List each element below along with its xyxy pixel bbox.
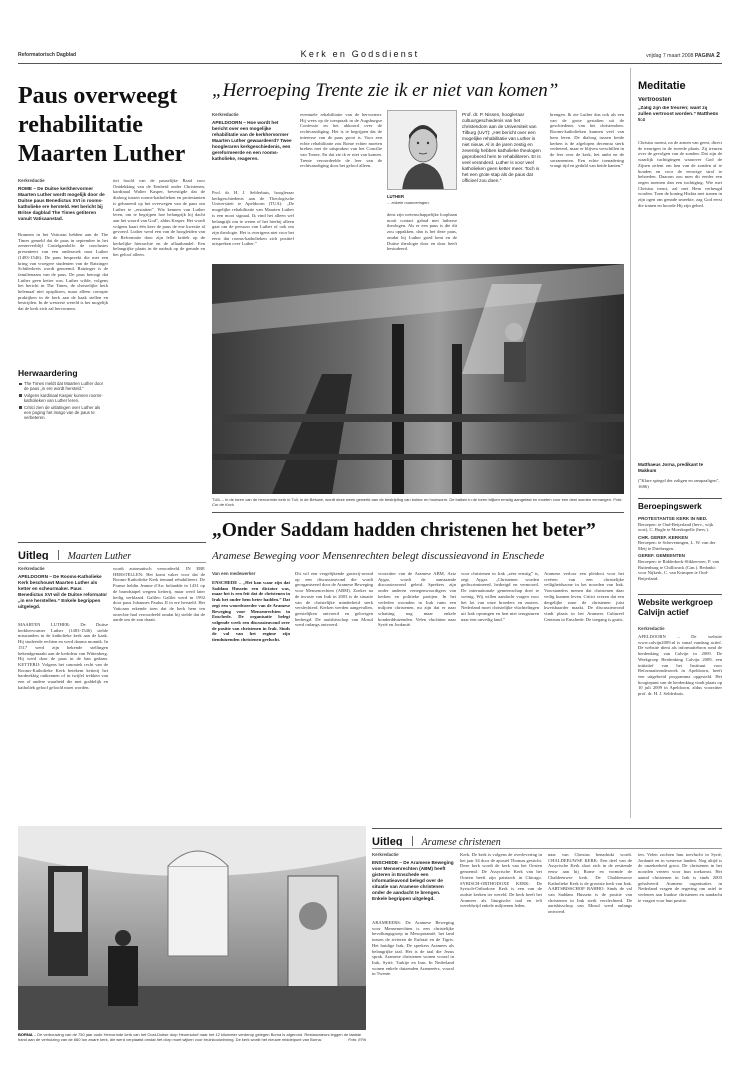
header-page-number: 2 xyxy=(716,52,720,59)
uitleg1-kicker: Kerkredactie xyxy=(18,566,45,571)
trente-body-col1: Prof. dr. H. J. Selderhuis, hoogleraar kerkgeschiedenis aan de Theologische Universiteit te Apeldoorn (TUA): „De mogelijke rehabilitatie van Maarten Luther is een mooi signaal. Ik vind het alleen wel belangrijk om te weten of het hierbij alleen gaat om de persoon van Luther of ook om zijn theologie. Het is overigens niet voor het eerst dat rooms-katholieken zich positief uitspreken over Luther.” xyxy=(212,190,294,247)
church-interior-scene xyxy=(18,826,366,1030)
beroep-text: Beroepen: te Oud-Beijerland (herv., wijk oost), C. Bogle te Moerkapelle (herv.). xyxy=(638,521,714,533)
trente-body-col4: Prof. dr. P. Nissen, hoogleraar cultuurgeschiedenis van het christendom aan de Universiteit van Tilburg (UvT): „Het bericht over een mogelijke rehabilitatie van Luther is niet nieuw. Al in de jaren zestig en zeventig hebben katholieke theologen geprobeerd hem te rehabiliteren. Er is veel veranderd. Luther is voor veel katholieken geen ketter meer. Toch is het een grote stap als de paus dat officieel zou doen.” xyxy=(462,112,541,183)
luther-box-item: The Times meldt dat Maarten Luther door de paus „in ere wordt hersteld.” xyxy=(18,381,108,392)
luther-headline: Paus overweegt rehabilitatie Maarten Luther xyxy=(18,83,186,167)
uitleg2-separator xyxy=(412,836,413,846)
meditatie-body: Christus noemt, na de armen van geest, direct de treurigen in de tweede plaats. Zij treuren over de gevolgen van de zonden. Dat zijn de waarlijk tuchtigingen waarover God de Zijnen oefent om hen van de zonden af te houden en voor de eeuwige straf te behoeden. Daarom zou men dit eerder een zegen noemen dan een tuchtiging. Wie met Christus treurt, zal met Hem verheugd worden. Toen de koning Hizkia met tranen in zijn ogen om genade smeekte, zag God eerst die tranen en hoorde Hij zijn gebed. xyxy=(638,140,722,208)
uitleg1-separator xyxy=(58,550,59,560)
church-caption-text: – De verbouwing van de 750 jaar oude Hervormde kerk van het Oost-Duitse dorp Heuersdorf naar het 12 kilometer verderop gelegen Borna is afgerond. Restaurateurs leggen de laatste hand aan de verhuizing van de 660 ton zware kerk, die werd verplaatst omdat het dorp moet wijken voor bruinkoolwinning. De kerk wordt het nieuwe middelpunt van Borna. xyxy=(18,1032,362,1042)
meditatie-author: Matthaeus Jorna, predikant te Makkum xyxy=(638,462,704,473)
uitleg2-topic: Aramese christenen xyxy=(421,837,501,846)
saddam-body-col5: Aramese verloor een pleidooi voor het creëren van een christelijke veiligheidszone in het noorden van Irak. Voorstanders menen dat christenen daar veilig kunnen leven. Critici vrezen dat een dergelijke zone de christenen juist kwetsbaarder maakt. De discussieavond vindt plaats in het Aramees Cultureel Centrum in Enschede. De toegang is gratis. xyxy=(544,571,624,622)
uitleg1-header-rule xyxy=(18,562,206,563)
church-interior-photo xyxy=(18,826,366,1030)
uitleg1-body-col1: MAARTEN LUTHER: De Duitse kerkhervormer Luther (1483-1546) stelde misstanden in de katholieke kerk aan de kaak. Hij studeerde rechten en werd daarna monnik. In 1517 werd zijn bekende stellingen bekendgemaakt aan de kerkdeur van Wittenberg. Hij werd door de paus in de ban gedaan. KETTERIJ: Volgens het canoniek recht van de Rooms-Katholieke Kerk betekent ketterij het hardnekkig ontkennen of in twijfel trekken van een of andere waarheid die met goddelijk en katholiek geloof geloofd moet worden. xyxy=(18,622,108,690)
saddam-top-rule xyxy=(212,512,624,513)
uitleg1-lead: APELDOORN – De Rooms-Katholieke Kerk beschouwt Maarten Luther als ketter en scheurmaker. Paus Benedictus XVI wil de Duitse reformator „in ere herstellen.” Enkele begrippen uitgelegd. xyxy=(18,574,108,609)
beroep-text: Beroepen: te Scheveningen, L. W. van der Meij te Driebergen. xyxy=(638,540,716,552)
beroep-item xyxy=(638,535,722,552)
website-top-rule xyxy=(638,594,722,595)
church-photo-caption xyxy=(18,1032,366,1056)
uitleg2-lead: ENSCHEDE – De Aramese Beweging voor Mensenrechten (ABM) heeft gisteren in Enschede een informatieavond belegd over de situatie van Aramese christenen onder de aandacht te brengen. Enkele begrippen uitgelegd. xyxy=(372,860,454,901)
church-caption-place: BORNA xyxy=(18,1032,33,1037)
luther-box-title: Herwaardering xyxy=(18,368,78,378)
beroep-list xyxy=(638,516,722,590)
website-body: APELDOORN – De website www.calvijn2009.nl is vanaf vandaag actief. De website dient als informatiebron rond de herdenking van Calvijn in 2009. De Werkgroep Herdenking Calvijn 2009, een initiatief van het Instituut voor Reformatieonderzoek in Apeldoorn, heeft een uitgebreid programma opgesteld. Het hoogtepunt van de herdenking vindt plaats op 10 juli 2009 in Apeldoorn, aldus voorzitter prof. dr. H. J. Selderhuis. xyxy=(638,634,722,697)
tower-photo-credit: Foto: Cor de Kock xyxy=(212,497,623,507)
luther-kicker: Kerkredactie xyxy=(18,178,45,183)
trente-lead: APELDOORN – Hoe wordt het bericht over een mogelijke rehabilitatie van de kerkhervormer Maarten Luther gewaardeerd? Twee hoogleraren kerkgeschiedenis, een gereformeerde en een rooms-katholieke, reageren. xyxy=(212,120,292,161)
uitleg1-brand: Uitleg xyxy=(18,550,49,560)
luther-lead: ROME – De Duitse kerkhervormer Maarten Luther wordt mogelijk door de Duitse paus Benedictus XVI in rooms-katholieke ere hersteld. Het bericht bij Britse dagblad The Times getiteren vanuit Vaticaanstad. xyxy=(18,186,105,221)
uitleg2-body-col1: ARAMEEERS: De Aramese Beweging voor Mensenrechten is een christelijke bevolkingsgroep in Mesopotamië, het land tussen de rivieren de Eufraat en de Tigris. Het huidige Irak. De sprekers Aramees als belangrijke taal. Het is de taal die Jezus sprak. Aramese christenen wonen vooral in Irak, Syrië, Turkije en Iran. In Nederland wonen enkele duizenden Arameeërs, vooral in Twente. xyxy=(372,920,454,977)
uitleg2-brand: Uitleg xyxy=(372,836,403,846)
uitleg1-header xyxy=(18,546,206,560)
trente-headline: „Herroeping Trente zie ik er niet van komen” xyxy=(212,80,559,101)
tower-caption xyxy=(212,497,624,509)
header-date xyxy=(560,52,720,61)
saddam-headline: „Onder Saddam hadden christenen het beter” xyxy=(212,520,596,541)
saddam-body-col1: ENSCHEDE – „Het kan waar zijn dat Saddam Hussein een dictator was, maar het is een feit dat de christenen in Irak het onder hem beter hadden.” Dat zegt een woordvoerder van de Aramese Beweging voor Mensenrechten in Enschede. De organisatie belegt volgende week een discussieavond over de positie van christenen in Irak. Sinds de val van het regime zijn tienduizenden christenen gevlucht. xyxy=(212,580,290,643)
beroep-item xyxy=(638,516,722,533)
portrait-caption: ... enkele nuanceringen. xyxy=(387,200,430,205)
saddam-body-col4: voor christenen in Irak „zeer ernstig” is, zegt Aygar. „Christenen worden gediscrimineerd, bedreigd en vermoord. De internationale gemeenschap doet te weinig. Wij willen aandacht vragen voor het lot van onze broeders en zusters. Nederland moet christelijke vluchtelingen uit Irak opvangen en hen niet terugsturen naar een onveilig land.” xyxy=(461,571,539,622)
meditatie-verse: „Zalig zijn die treuren; want zij zullen vertroost worden.” Mattheüs 5:4 xyxy=(638,106,719,123)
luther-box-item: Volgens kardinaal Kasper kunnen rooms-katholieken van Luther leren. xyxy=(18,393,108,404)
header-newspaper-name: Reformatorisch Dagblad xyxy=(18,52,77,58)
right-column-divider xyxy=(630,68,631,818)
beroep-church: CHR. GEREF. KERKEN xyxy=(638,534,688,540)
uitleg2-top-rule xyxy=(372,828,722,829)
uitleg2-body-col2: Kerk. De kerk is volgens de overlevering in het jaar 34 door de apostel Thomas gesticht. Deze kerk wordt de kerk van het Oosten genoemd. De Assyrische Kerk van het Oosten heeft zijn patriarch in Chicago. SYRISCH-ORTHODOXE KERK: De Syrisch-Orthodoxe Kerk is een van de oudste kerken ter wereld. De kerk heeft het Aramees als liturgische taal en telt wereldwijd enkele miljoenen leden. xyxy=(460,852,542,909)
luther-box-item: Critici zien de uitlatingen over Luther als een poging het imago van de paus te verbeteren. xyxy=(18,405,108,421)
trente-body-col5: brengen. Ik zie Luther dus ook als een van de grote gestalten uit de geschiedenis van het christendom. Rooms-katholieken kunnen veel van hem leren. De dialoog tussen beide kerken is de afgelopen decennia sterk verbeterd, maar er blijven verschillen in de leer over de kerk, het ambt en de sacramenten. Een echte toenadering vraagt tijd en geduld van beide kanten.” xyxy=(550,112,624,169)
luther-body-col2: tiet hoofd van de pauselijke Raad voor Ontdekking van de Eenheid onder Christenen, kardinaal Walter Kasper, bevestigde dat de dialoog tussen rooms-katholieken en protestanten is gebaseerd op het overwegen van de paus om Luther te „erstatten”. Wie kennen van Luther leren, om te begrijpen hoe belangrijk hij dacht aan het woord van God”, aldus Kasper. Het wordt volgens kaart één keer de paus de ene kwestie al gevoerd. Luther werd een van de hoogleiden van de Reformatie door zijn felle kritiek op de kerkelijke hierarchie en de aflaathandel. Een belangrijke plaats in de nadruk op de genade en het geloof alleen. xyxy=(113,178,205,258)
portrait-name-label: LUTHER xyxy=(387,194,404,199)
uitleg1-topic: Maarten Luther xyxy=(67,551,132,560)
tower-photo xyxy=(212,264,624,494)
saddam-byline: Van een medewerker xyxy=(212,571,256,576)
uitleg2-header-rule xyxy=(372,848,722,849)
meditatie-subheading: Vertroosten xyxy=(638,97,672,103)
beroep-church: PROTESTANTSE KERK IN NED. xyxy=(638,516,708,521)
tower-photo-scene xyxy=(212,264,624,494)
saddam-body-col3: voorzitter van de Aramese ABM, Aziz Aygar, wordt de aanstaande discussieavond geleid. Sprekers zijn onder anderen vertegenwoordigers van kerken en politieke partijen. In het verleden woonden in Irak ruim een miljoen christenen, nu zijn dat er naar schatting nog maar enkele honderdduizenden. Velen vluchtten naar Syrië en Jordanië. xyxy=(378,571,456,628)
header-rule xyxy=(18,63,722,64)
church-photo-credit: Foto: EPA xyxy=(348,1037,366,1042)
luther-box-list xyxy=(18,381,108,421)
beroep-heading: Beroepingswerk xyxy=(638,502,702,511)
uitleg2-body-col4: ten. Velen zochten hun toevlucht in Syrië, Jordanië en in westerse landen. Nog altijd is de onzekerheid groot. De christenen in het noorden vrezen voor hun toekomst. Het aantal christenen in Irak is sinds 2003 gehalveerd. Aramese organisaties in Nederland vragen de regering om asiel te verlenen aan Iraakse christenen en aandacht te vragen voor hun positie. xyxy=(638,852,722,903)
saddam-subheadline: Aramese Beweging voor Mensenrechten belegt discussieavond in Enschede xyxy=(212,550,545,562)
uitleg2-body-col3: naar van Christus benadrukt wordt. CHALDEEUWSE KERK: Een deel van de Assyrische Kerk sloot zich in de zestiende eeuw aan bij Rome en vormde de Chaldeeuwse kerk. De Chaldeeuwse Katholieke Kerk is de grootste kerk van Irak. AARTSBISSCHOP RAHHO: Sinds de val van Saddam Hussein is de positie van christenen in Irak sterk verslechterd. De aartsbisschop van Mosul werd onlangs ontvoerd. xyxy=(548,852,632,915)
website-heading: Website werkgroep Calvijn actief xyxy=(638,598,713,617)
tower-caption-text: TUIL – In de toren van de hervormde kerk in Tuil, in de Betuwe, wordt deze week gewerkt aan de bestrijding van boktor en houtworm. De balken in de toren blijken ernstig aangetast en moeten voor een deel worden vervangen. xyxy=(212,497,613,502)
luther-portrait xyxy=(387,110,457,190)
header-page-label: PAGINA xyxy=(694,53,715,59)
trente-kicker: Kerkredactie xyxy=(212,112,239,117)
uitleg2-kicker: Kerkredactie xyxy=(372,852,399,857)
meditatie-source: ("Klare spiegel der zaligen en rampzaligen", 1686) xyxy=(638,478,720,489)
luther-portrait-engraving xyxy=(388,111,457,190)
uitleg1-top-rule xyxy=(18,542,206,543)
saddam-body-col2: Dit wil een vergelijkende gastvrij-avond op een discussieavond die wordt georganiseerd door de Aramese Beweging voor Mensenrechten (ABM). Zoeker na de invasie van Irak in 2003 is de situatie van de christelijke minderheid sterk verslechterd. Kerken werden aangevallen, geestelijken ontvoerd en gelovigen bedreigd. De aartsbisschop van Mosul werd onlangs ontvoerd. xyxy=(295,571,373,628)
beroep-text: Beroepen: te Ridderkerk-Slikkerveer, P. van Ruitenburg te Chilliwack (Can.). Bedankt: voor Nijkerk, C. van Krimpen te Oud-Beijerland. xyxy=(638,558,719,582)
header-section-title: Kerk en Godsdienst xyxy=(300,49,420,59)
header-date-text: vrijdag 7 maart 2008 xyxy=(646,53,694,59)
luther-body-col1: Brunnen in het Vaticaan hebben aan de The Times gemeld dat de paus in september in het zomerverblijf Castelgandolfo de conclusies presenteert van een onderzoek naar Luther (1483-1546). De paus bespreekt die met een kring van vroegere studenten van de Ratzinger Schülerkreis wordt genoemd. Ratzinger is de familienaam van de paus. De paus betoogt dat Luther geen ketter was. Luther wilde, volgens het bericht in The Times, de christelijke kerk helemaal niet opsplitsen, maar alleen corrupte praktijken in de kerk aan de kaak stellen en bestrijden. In de westerse wereld is het mogelijk dat de kerk zich zal hervormen. xyxy=(18,232,108,312)
uitleg2-header xyxy=(372,832,722,846)
beroep-top-rule xyxy=(638,498,722,499)
trente-body-col3: dens zijn wetenschappelijke loopbaan nooit contact gehad met lutherse theologen. Als er een paus is die dit zou oppakken, dan is het deze paus, omdat hij Luther goed kent en de Duitse theologie door en door heeft bestudeerd. xyxy=(387,212,457,252)
uitleg1-body-col2: wordt automatisch veroordeeld. IN ERE HERSTELLEN: Het komt vaker voor dat de Rooms-Katholieke Kerk iemand rehabiliteert. De Franse heldin Jeanne d'Arc belandde in 1431 op de brandstapel wegens ketterij, maar werd later heilig verklaard. Galileo Galilei werd in 1992 door paus Johannes Paulus II in ere hersteld. Het Vaticaan erkende toen dat de kerk hem ten onrechte had veroordeeld omdat hij stelde dat de aarde om de zon draait. xyxy=(113,566,205,623)
website-kicker: Kerkredactie xyxy=(638,626,665,631)
beroep-item xyxy=(638,553,722,582)
meditatie-heading: Meditatie xyxy=(638,80,686,92)
trente-body-col2: eventuele rehabilitatie van de hervormer. Hij wees op de toespraak in de Augsburgse Confessie en het akkoord over de rechtvaardiging. Het is te begrijpen dat de interesse van de paus groot is. Voor een echte rehabilitatie zou Rome echter moeten breken met de uitspraken van het Concilie van Trente. En dat zie ik er niet van komen. Trente veroordeelde de leer van de rechtvaardiging door het geloof alleen. xyxy=(300,112,382,169)
beroep-church: GEREF. GEMEENTEN xyxy=(638,553,685,559)
luther-sidebar-box xyxy=(18,368,108,436)
